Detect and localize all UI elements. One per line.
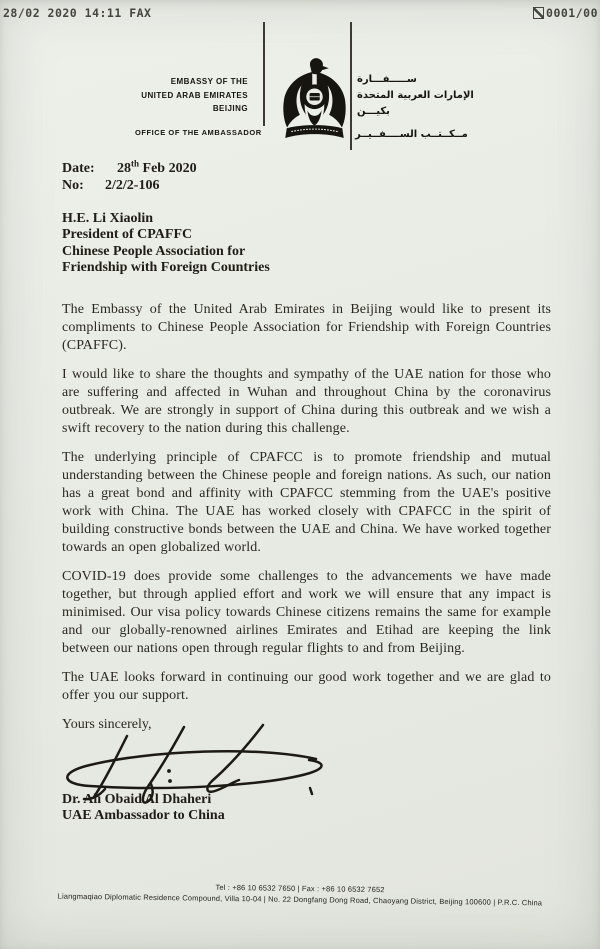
recipient-line: H.E. Li Xiaolin (62, 210, 154, 226)
date-month-year: Feb 2020 (139, 160, 197, 176)
signature-area (62, 734, 551, 792)
footer-address-line: Liangmaqiao Diplomatic Residence Compound, Villa 10-04 | No. 22 Dongfang Dong Road, Chaoyang District, Beijing 100600 | P.R.C. China (57, 891, 543, 908)
reference-label: No: (62, 177, 84, 193)
date-day: 28 (117, 160, 131, 176)
recipient-line: Friendship with Foreign Countries (62, 260, 270, 276)
signatory-title: UAE Ambassador to China (62, 808, 225, 824)
fax-page-counter (533, 6, 598, 20)
paragraph-friendship: The underlying principle of CPAFCC is to promote friendship and mutual understanding between the Chinese people and foreign nations. As such, our nation has a great bond and affinity with CPAFCC stemming from the UAE's positive work with China. The UAE has worked closely with CPAFCC in the spirit of building constructive bonds between the UAE and China. We have worked together towards an open globalized world. (62, 449, 551, 555)
page-counter-icon (533, 7, 544, 19)
letter-footer (0, 879, 600, 909)
paragraph-compliments: The Embassy of the United Arab Emirates in Beijing would like to present its compliments to Chinese People Association for Friendship with Foreign Countries (CPAFFC). (62, 301, 551, 353)
date-ordinal: th (131, 158, 140, 168)
recipient-line: Chinese People Association for (62, 243, 246, 259)
signatory-name: Dr. Ali Obaid Al Dhaheri (62, 791, 212, 807)
letterhead-line-arabic: الإمارات العربية المتحدة (357, 90, 474, 101)
letterhead-line: UNITED ARAB EMIRATES (141, 90, 248, 100)
reference-row (62, 177, 551, 194)
date-label: Date: (62, 160, 95, 176)
embassy-name-arabic (357, 72, 482, 120)
uae-falcon-emblem (277, 56, 352, 142)
office-of-ambassador-english: OFFICE OF THE AMBASSADOR (135, 128, 262, 137)
recipient-line: President of CPAFFC (62, 227, 193, 243)
fax-timestamp: 28/02 2020 14:11 FAX (3, 6, 152, 20)
date-row (62, 155, 551, 177)
embassy-name-english (100, 75, 248, 116)
paragraph-sympathy: I would like to share the thoughts and sympathy of the UAE nation for those who are suffering and affected in Wuhan and throughout China by the coronavirus outbreak. We are strongly in support of China during this outbreak and we wish a swift recovery to the nation during this challenge. (62, 366, 551, 436)
recipient-block (62, 211, 551, 277)
falcon-emblem-graphic (277, 56, 352, 142)
letterhead-divider-right (350, 22, 352, 150)
letterhead-line-arabic: ســـــفـــارة (357, 74, 417, 85)
letterhead-line: EMBASSY OF THE (170, 77, 248, 86)
letterhead-line: BEIJING (212, 104, 248, 113)
letter-body (62, 155, 551, 825)
paragraph-support: The UAE looks forward in continuing our good work together and we are glad to offer you our support. (62, 669, 551, 703)
letterhead-divider-left (263, 22, 265, 126)
fax-page-counter-value: 0001/00 (546, 6, 598, 20)
closing-salutation: Yours sincerely, (62, 716, 152, 732)
reference-number: 2/2/2-106 (105, 177, 160, 193)
footer-contact-line: Tel : +86 10 6532 7650 | Fax : +86 10 6532 7652 (215, 882, 385, 895)
fax-header (3, 6, 598, 20)
date-value (117, 158, 197, 176)
letterhead-line-arabic: بكيـــن (357, 106, 390, 117)
handwritten-signature (48, 722, 370, 818)
office-of-ambassador-arabic: مــكــتــب الســــفــيــر (355, 129, 468, 140)
paragraph-covid: COVID-19 does provide some challenges to the advancements we have made together, but through applied effort and work we will ensure that any impact is minimised. Our visa policy towards Chinese citizens remains the same for example and our globally-renowned airlines Emirates and Etihad are keeping the link between our nations open through regular flights to and from Beijing. (62, 568, 551, 656)
